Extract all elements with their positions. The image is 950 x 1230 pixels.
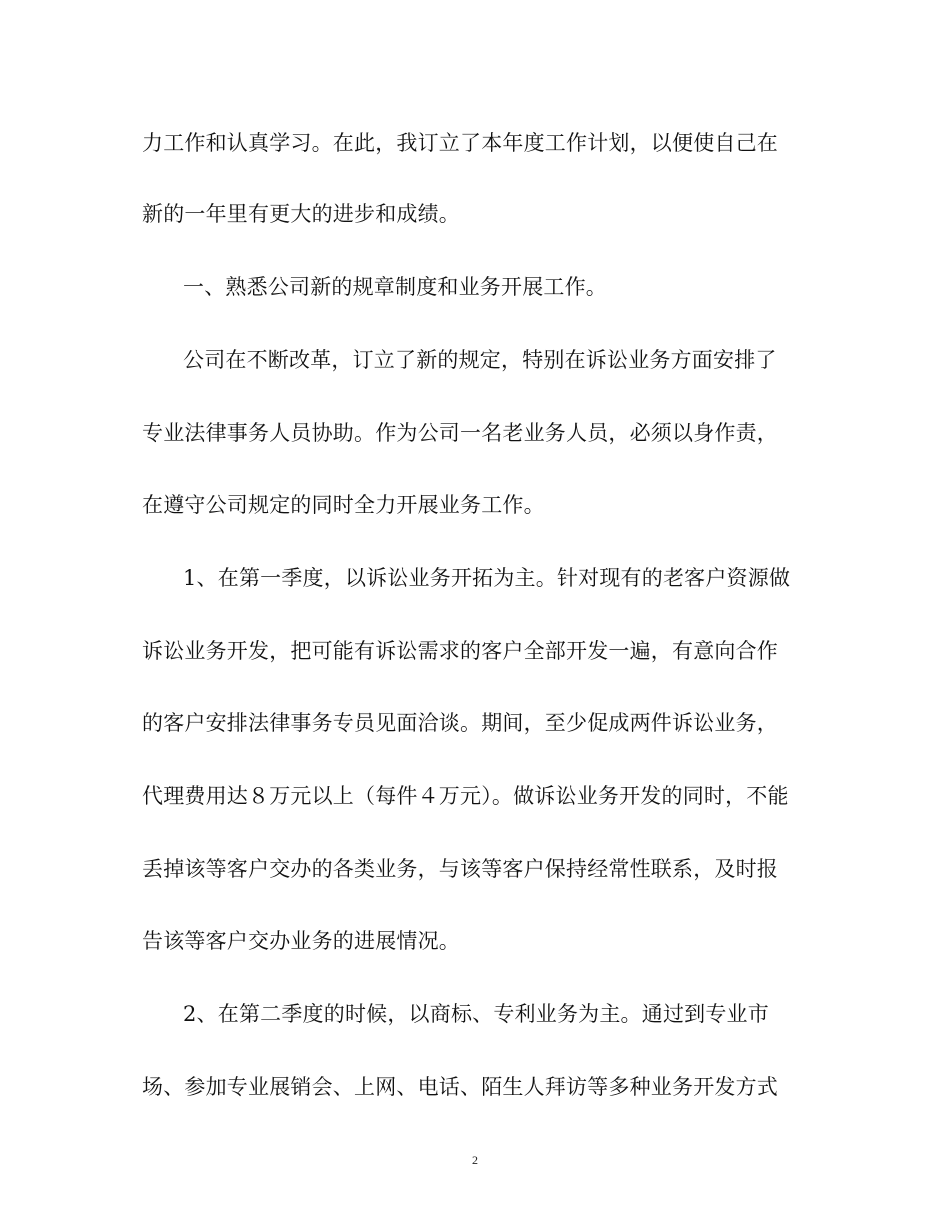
list-item-2-line-2: 场、参加专业展销会、上网、电话、陌生人拜访等多种业务开发方式 — [142, 1075, 778, 1099]
list-item-1-line-6: 告该等客户交办业务的进展情况。 — [142, 929, 460, 953]
list-item-1-line-5: 丢掉该等客户交办的各类业务，与该等客户保持经常性联系，及时报 — [142, 857, 778, 881]
list-item-1-line-2: 诉讼业务开发，把可能有诉讼需求的客户全部开发一遍，有意向合作 — [142, 639, 778, 663]
text-line-4: 公司在不断改革，订立了新的规定，特别在诉讼业务方面安排了 — [183, 348, 777, 372]
page-number: 2 — [472, 1153, 478, 1167]
list-item-1-line-1: 1、在第一季度，以诉讼业务开拓为主。针对现有的老客户资源做 — [183, 566, 791, 590]
text-line-5: 专业法律事务人员协助。作为公司一名老业务人员，必须以身作责， — [142, 421, 778, 445]
text-line-1: 力工作和认真学习。在此，我订立了本年度工作计划，以便使自己在 — [142, 131, 778, 155]
section-heading-1: 一、熟悉公司新的规章制度和业务开展工作。 — [183, 275, 607, 299]
list-item-1-line-3: 的客户安排法律事务专员见面洽谈。期间，至少促成两件诉讼业务， — [142, 711, 778, 735]
text-line-6: 在遵守公司规定的同时全力开展业务工作。 — [142, 493, 545, 517]
list-item-1-line-4: 代理费用达８万元以上（每件４万元）。做诉讼业务开发的同时，不能 — [142, 784, 789, 808]
text-line-2: 新的一年里有更大的进步和成绩。 — [142, 202, 460, 226]
list-item-2-line-1: 2、在第二季度的时候，以商标、专利业务为主。通过到专业市 — [183, 1002, 769, 1026]
